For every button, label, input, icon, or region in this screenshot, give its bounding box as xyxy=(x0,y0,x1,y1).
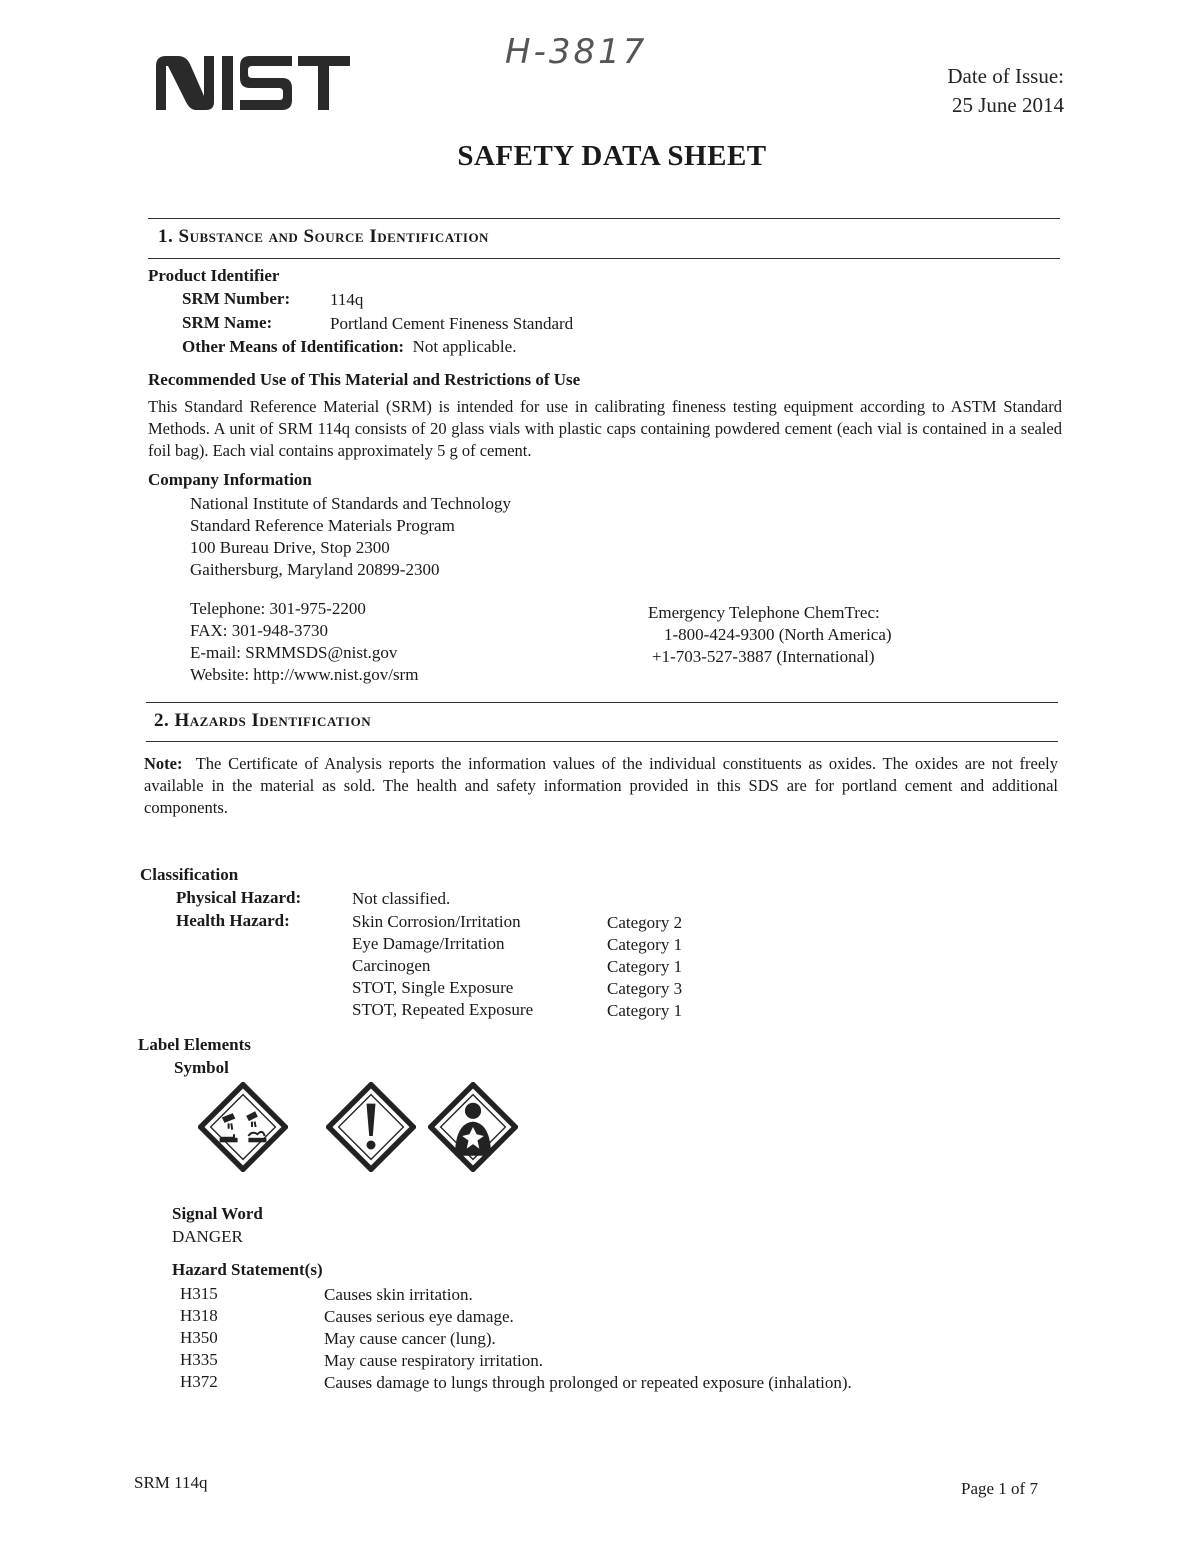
date-value: 25 June 2014 xyxy=(952,93,1064,117)
company-contacts xyxy=(190,599,418,687)
health-hazard-name: Skin Corrosion/Irritation xyxy=(352,912,521,931)
telephone: Telephone: 301-975-2200 xyxy=(190,599,366,618)
other-identification-value: Not applicable. xyxy=(412,337,517,356)
hazard-code: H350 xyxy=(180,1328,218,1347)
health-hazard-label: Health Hazard: xyxy=(176,911,290,930)
health-hazard-category: Category 1 xyxy=(607,935,683,954)
email: E-mail: SRMMSDS@nist.gov xyxy=(190,643,398,662)
emergency-label: Emergency Telephone ChemTrec: xyxy=(648,603,880,622)
product-identifier-heading: Product Identifier xyxy=(148,266,280,285)
hazard-code: H315 xyxy=(180,1284,218,1303)
emergency-international: +1-703-527-3887 (International) xyxy=(652,647,875,666)
section-divider xyxy=(146,741,1058,742)
health-hazard-name: Carcinogen xyxy=(352,956,431,975)
fax: FAX: 301-948-3730 xyxy=(190,621,329,640)
address-line: Gaithersburg, Maryland 20899-2300 xyxy=(190,560,440,579)
health-hazard-name: STOT, Repeated Exposure xyxy=(352,1000,534,1019)
signal-word: DANGER xyxy=(172,1227,243,1246)
note-label: Note: xyxy=(144,754,183,773)
health-hazard-category: Category 1 xyxy=(607,957,683,976)
health-hazard-name: Eye Damage/Irritation xyxy=(352,934,505,953)
section-1-heading: 1. Substance and Source Identification xyxy=(158,226,489,247)
hazard-statements-heading: Hazard Statement(s) xyxy=(172,1260,323,1279)
recommended-use-text: This Standard Reference Material (SRM) is intended for use in calibrating fineness testing equipment according to ASTM Standard Methods. A unit of SRM 114q consists of 20 glass vials with plastic caps containing powdered cement (each vial is contained in a sealed foil bag). Each vial contains approximately 5 g of cement. xyxy=(148,397,1062,460)
srm-number-value: 114q xyxy=(330,290,364,309)
srm-number-label: SRM Number: xyxy=(182,289,291,308)
note-text: The Certificate of Analysis reports the information values of the individual constituents as oxides. The oxides are not freely available in the material as sold. The health and safety information provided in this SDS are for portland cement and additional components. xyxy=(144,754,1059,817)
emergency-north-america: 1-800-424-9300 (North America) xyxy=(664,625,892,644)
address-line: 100 Bureau Drive, Stop 2300 xyxy=(190,538,390,557)
page-number: Page 1 of 7 xyxy=(961,1479,1038,1498)
website: Website: http://www.nist.gov/srm xyxy=(190,665,419,684)
section-divider xyxy=(148,218,1060,219)
hazard-statement-codes xyxy=(180,1284,218,1394)
health-hazard-category: Category 3 xyxy=(607,979,683,998)
section-divider xyxy=(148,258,1060,259)
recommended-use-heading: Recommended Use of This Material and Restrictions of Use xyxy=(148,370,581,389)
other-identification-label: Other Means of Identification: xyxy=(182,337,405,356)
health-hazard-category: Category 2 xyxy=(607,913,683,932)
physical-hazard-label: Physical Hazard: xyxy=(176,888,302,907)
srm-name-value: Portland Cement Fineness Standard xyxy=(330,314,574,333)
physical-hazard-value: Not classified. xyxy=(352,889,451,908)
hazard-text: May cause respiratory irritation. xyxy=(324,1351,544,1370)
hazard-code: H335 xyxy=(180,1350,218,1369)
company-address xyxy=(190,494,511,582)
health-hazard-name: STOT, Single Exposure xyxy=(352,978,514,997)
health-hazard-icon xyxy=(428,1082,518,1172)
corrosion-icon xyxy=(198,1082,288,1172)
hazard-text: Causes damage to lungs through prolonged or repeated exposure (inhalation). xyxy=(324,1373,852,1392)
hazard-code: H372 xyxy=(180,1372,218,1391)
hazard-text: Causes serious eye damage. xyxy=(324,1307,514,1326)
address-line: National Institute of Standards and Technology xyxy=(190,494,511,513)
health-hazard-list xyxy=(352,912,533,1022)
section-divider xyxy=(146,702,1058,703)
health-hazard-category: Category 1 xyxy=(607,1001,683,1020)
other-identification xyxy=(182,337,516,357)
srm-name-label: SRM Name: xyxy=(182,313,273,332)
document-title: SAFETY DATA SHEET xyxy=(457,140,767,172)
hazard-text: Causes skin irritation. xyxy=(324,1285,473,1304)
label-elements-heading: Label Elements xyxy=(138,1035,251,1054)
nist-logo xyxy=(152,52,352,114)
symbol-heading: Symbol xyxy=(174,1058,229,1077)
address-line: Standard Reference Materials Program xyxy=(190,516,455,535)
footer-srm: SRM 114q xyxy=(134,1473,208,1492)
signal-word-heading: Signal Word xyxy=(172,1204,263,1223)
classification-heading: Classification xyxy=(140,865,239,884)
hazard-code: H318 xyxy=(180,1306,218,1325)
date-label: Date of Issue: xyxy=(947,64,1064,88)
company-information-heading: Company Information xyxy=(148,470,312,489)
exclamation-mark-icon xyxy=(326,1082,416,1172)
emergency-telephone xyxy=(648,603,892,669)
section-2-heading: 2. Hazards Identification xyxy=(154,710,372,731)
hazard-text: May cause cancer (lung). xyxy=(324,1329,496,1348)
hazard-note xyxy=(144,753,1058,819)
hazard-statement-texts xyxy=(324,1285,852,1395)
health-hazard-categories xyxy=(607,913,682,1023)
date-of-issue xyxy=(947,62,1064,120)
handwritten-note: H-3817 xyxy=(505,32,648,72)
